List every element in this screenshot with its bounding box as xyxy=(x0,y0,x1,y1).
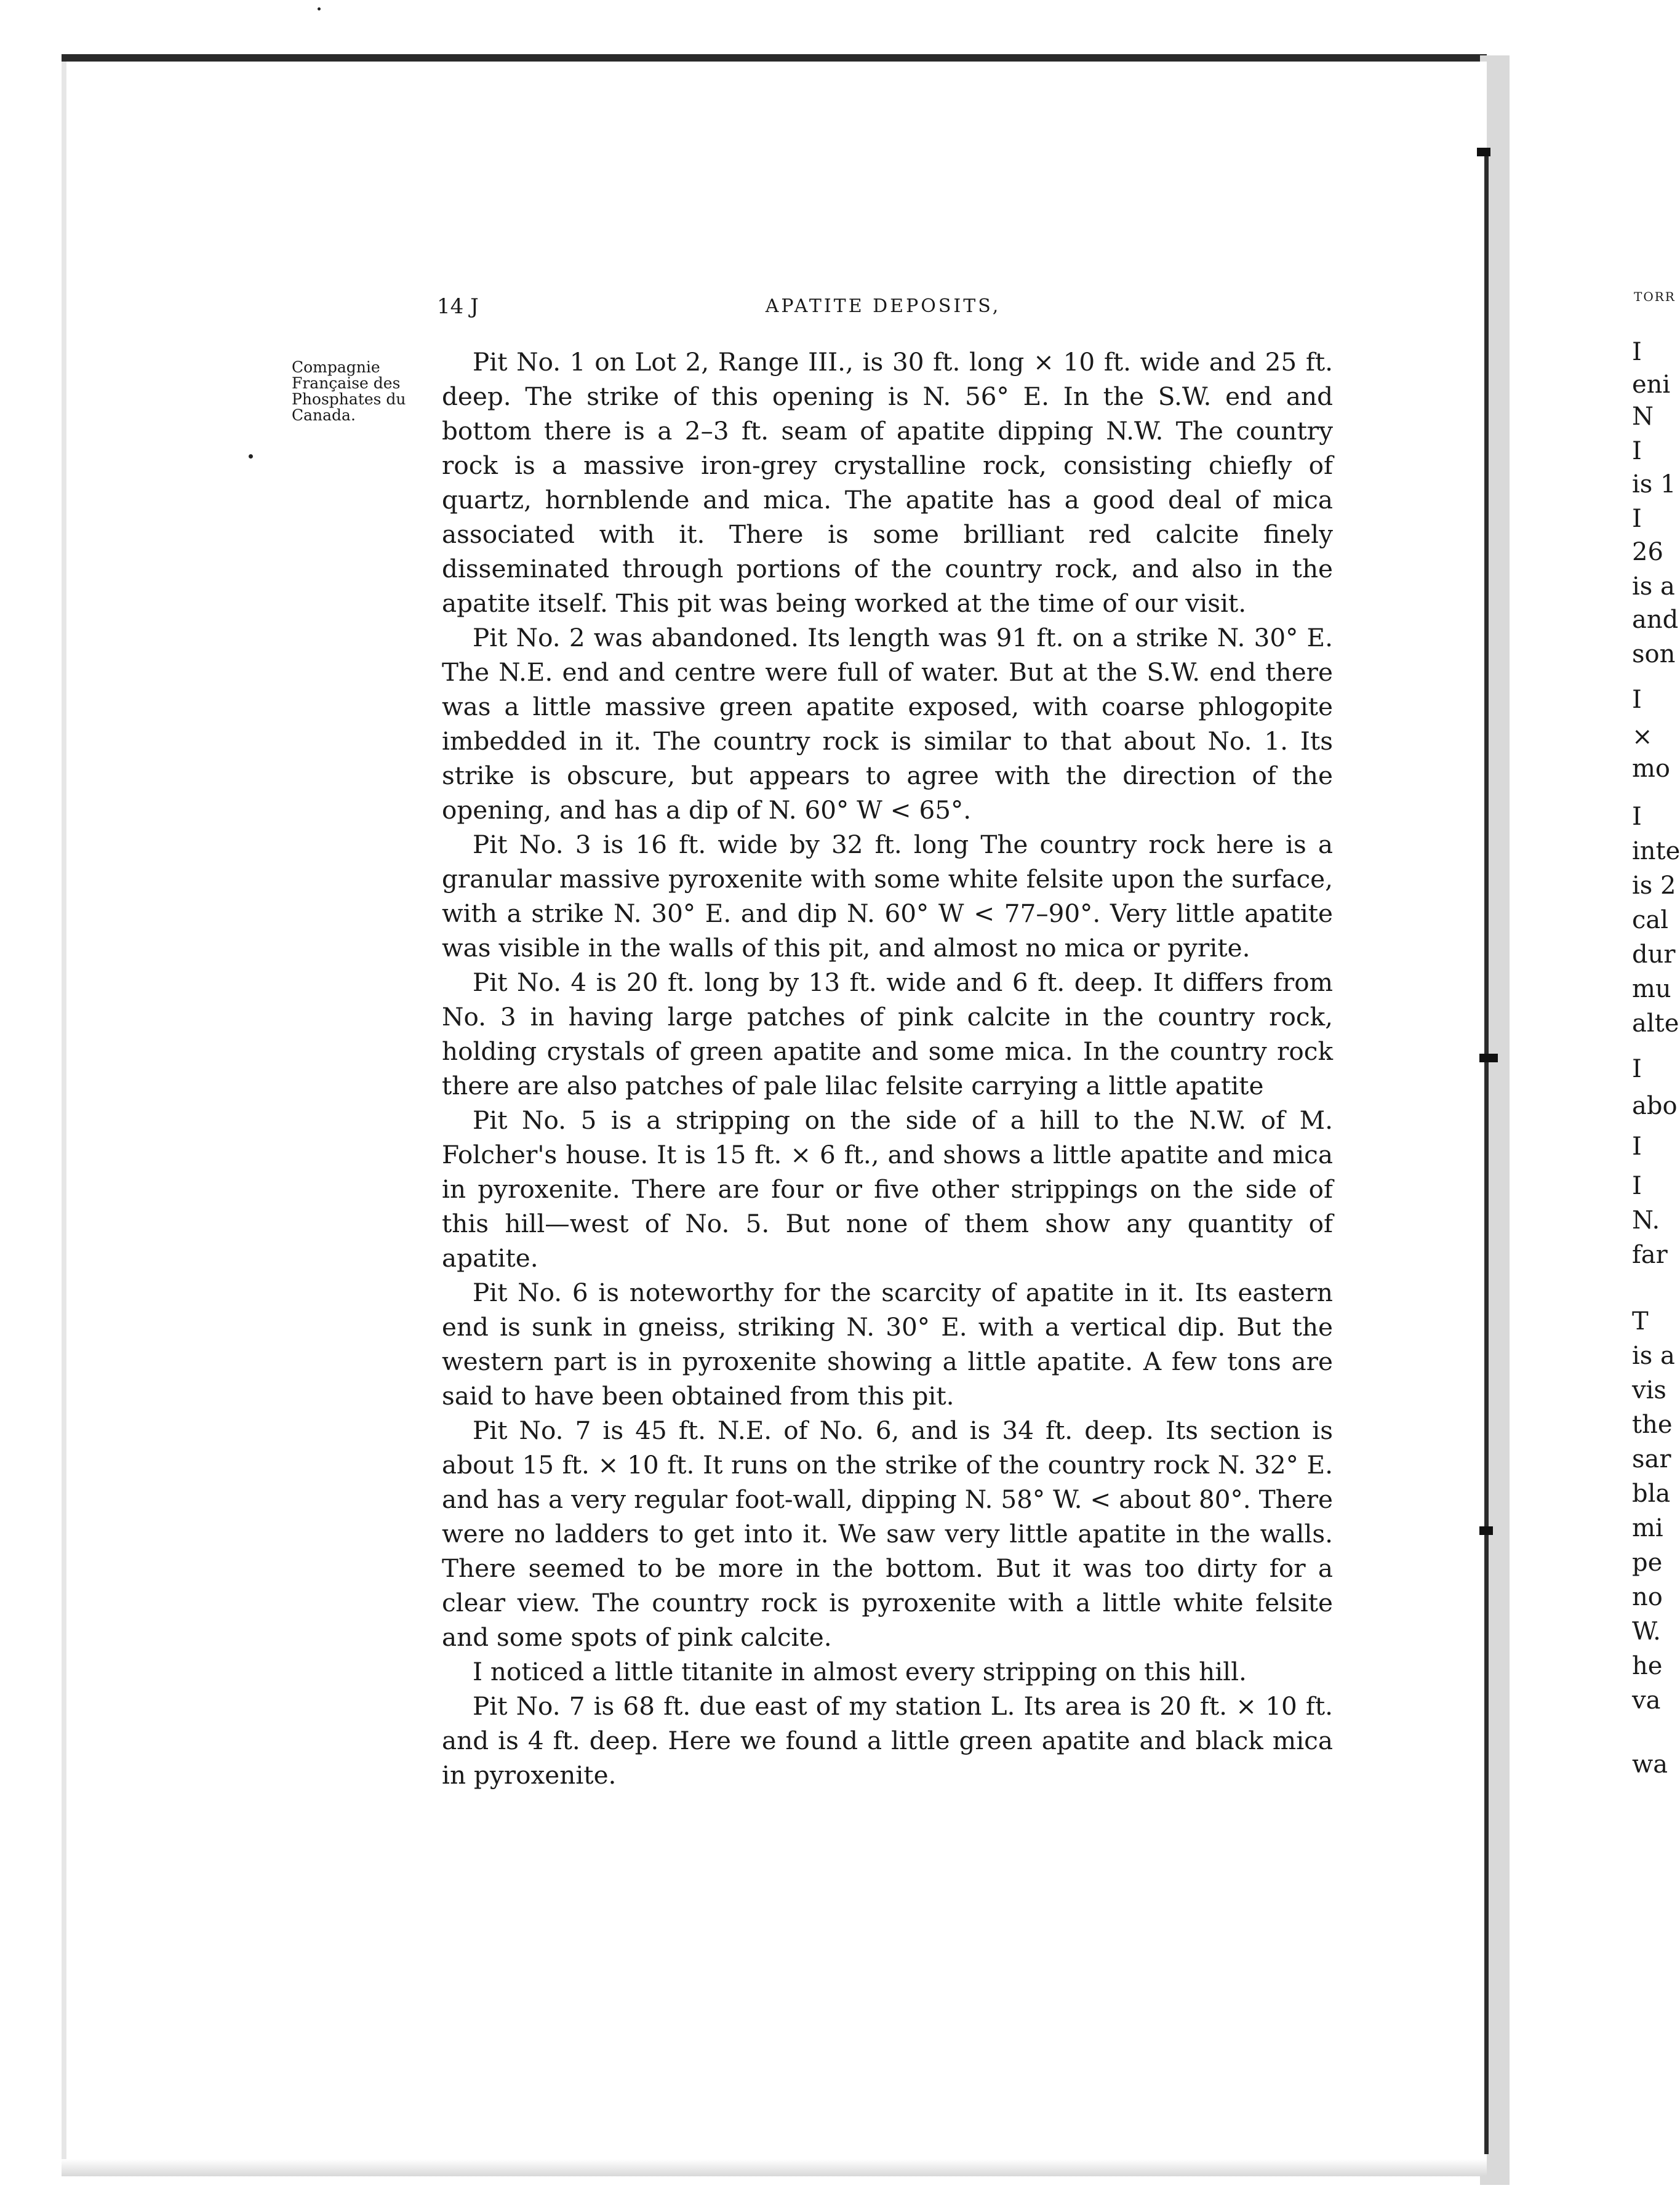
facing-page-fragment: I xyxy=(1632,437,1642,465)
facing-page-fragment: sar xyxy=(1632,1445,1671,1473)
facing-page-fragment: cal xyxy=(1632,906,1669,934)
facing-page-fragment: mo xyxy=(1632,755,1671,783)
facing-page-fragment: I xyxy=(1632,1055,1642,1083)
facing-page-fragment: I xyxy=(1632,338,1642,366)
gutter-binding-line xyxy=(1484,154,1489,2154)
gutter-clip-mark xyxy=(1479,1526,1493,1535)
facing-page-fragment: bla xyxy=(1632,1480,1671,1508)
facing-page-fragment: is 2 xyxy=(1632,872,1676,900)
gutter-clip-mark xyxy=(1479,1054,1498,1062)
margin-note xyxy=(292,359,415,423)
margin-note-line: Compagnie xyxy=(292,358,380,376)
paragraph-pit-3: Pit No. 3 is 16 ft. wide by 32 ft. long The country rock here is a granular massive pyroxenite with some white felsite upon the surface, with a strike N. 30° E. and dip N. 60° W < 77–90°. Very little apatite was visible in the walls of this pit, and almost no mica or pyrite. xyxy=(442,830,1333,963)
facing-page-fragment: W. xyxy=(1632,1617,1661,1646)
facing-page-fragment: is a xyxy=(1632,572,1675,601)
facing-page-fragment: 26 xyxy=(1632,538,1663,566)
page-bottom-shadow xyxy=(62,2159,1487,2176)
facing-page-fragment: no xyxy=(1632,1583,1663,1611)
paragraph-pit-5: Pit No. 5 is a stripping on the side of a hill to the N.W. of M. Folcher's house. It is 15 ft. × 6 ft., and shows a little apatite and mica in pyroxenite. There are four or five other strippings on the side of this hill—west of No. 5. But none of them show any quantity of apatite. xyxy=(442,1105,1333,1273)
gutter-clip-mark xyxy=(1477,148,1490,156)
paragraph-pit-6: Pit No. 6 is noteworthy for the scarcity of apatite in it. Its eastern end is sunk in gneiss, striking N. 30° E. with a vertical dip. But the western part is in pyroxenite showing a little apatite. A few tons are said to have been obtained from this pit. xyxy=(442,1278,1333,1411)
facing-page-fragment: son xyxy=(1632,640,1676,668)
facing-page-fragment: va xyxy=(1632,1686,1661,1715)
facing-page-fragment: I xyxy=(1632,686,1642,714)
facing-page-fragment: vis xyxy=(1632,1376,1666,1405)
body-text xyxy=(442,345,1333,1792)
facing-page-fragment: eni xyxy=(1632,371,1671,399)
facing-page-fragment: is 1 xyxy=(1632,470,1676,499)
margin-note-line: Canada. xyxy=(292,406,356,424)
paragraph-pit-1: Pit No. 1 on Lot 2, Range III., is 30 ft. long × 10 ft. wide and 25 ft. deep. The strike of this opening is N. 56° E. In the S.W. end and bottom there is a 2–3 ft. seam of apatite dipping N.W. The country rock is a massive iron-grey crystalline rock, consisting chiefly of quartz, hornblende and mica. The apatite has a good deal of mica associated with it. There is some brilliant red calcite finely disseminated through portions of the country rock, and also in the apatite itself. This pit was being worked at the time of our visit. xyxy=(442,347,1333,618)
facing-page-fragment: × xyxy=(1632,723,1653,751)
facing-page-fragment: and xyxy=(1632,606,1679,634)
facing-page-fragment: mi xyxy=(1632,1514,1663,1542)
scan-speck xyxy=(318,7,321,10)
paragraph-pit-7: Pit No. 7 is 45 ft. N.E. of No. 6, and is 34 ft. deep. Its section is about 15 ft. × 10 ft. It runs on the strike of the country rock N. 32° E. and has a very regular foot-wall, dipping N. 58° W. < about 80°. There were no ladders to get into it. We saw very little apatite in the walls. There seemed to be more in the bottom. But it was too dirty for a clear view. The country rock is pyroxenite with a little white felsite and some spots of pink calcite. xyxy=(442,1416,1333,1652)
facing-page-fragment: I xyxy=(1632,1172,1642,1200)
paragraph-pit-2: Pit No. 2 was abandoned. Its length was 91 ft. on a strike N. 30° E. The N.E. end and centre were full of water. But at the S.W. end there was a little massive green apatite exposed, with coarse phlogopite imbedded in it. The country rock is similar to that about No. 1. Its strike is obscure, but appears to agree with the direction of the opening, and has a dip of N. 60° W < 65°. xyxy=(442,623,1333,825)
facing-page-fragment: the xyxy=(1632,1411,1673,1439)
facing-page-fragment: dur xyxy=(1632,940,1676,969)
facing-page-fragment: I xyxy=(1632,1132,1642,1161)
facing-page-fragment: far xyxy=(1632,1241,1668,1269)
margin-note-line: Phosphates du xyxy=(292,390,406,408)
facing-page-fragment: N. xyxy=(1632,1206,1660,1235)
margin-note-line: Française des xyxy=(292,374,401,392)
facing-page-fragment: is a xyxy=(1632,1342,1675,1370)
facing-page-fragment: T xyxy=(1632,1307,1649,1336)
facing-page-fragment: he xyxy=(1632,1652,1663,1680)
facing-page-header: TORR xyxy=(1634,289,1676,304)
facing-page-fragment: inte xyxy=(1632,837,1680,865)
page-edge-shadow xyxy=(62,62,66,2176)
paragraph-pit-4: Pit No. 4 is 20 ft. long by 13 ft. wide and 6 ft. deep. It differs from No. 3 in having large patches of pink calcite in the country rock, holding crystals of green apatite and some mica. In the country rock there are also patches of pale lilac felsite carrying a little apatite xyxy=(442,968,1333,1100)
facing-page-fragment: I xyxy=(1632,803,1642,831)
facing-page-fragment: mu xyxy=(1632,975,1671,1003)
facing-page-fragment: abo xyxy=(1632,1092,1678,1120)
scan-speck xyxy=(249,454,253,459)
facing-page-fragment: I xyxy=(1632,505,1642,533)
facing-page-fragment: wa xyxy=(1632,1750,1668,1779)
facing-page-fragment: N xyxy=(1632,403,1654,431)
running-title: APATITE DEPOSITS, xyxy=(765,295,1001,317)
page-number: 14 J xyxy=(437,294,479,319)
facing-page-fragment: alte xyxy=(1632,1009,1679,1038)
paragraph-titanite: I noticed a little titanite in almost every stripping on this hill. xyxy=(473,1657,1247,1686)
facing-page-fragment: pe xyxy=(1632,1549,1663,1577)
paragraph-pit-7b: Pit No. 7 is 68 ft. due east of my station L. Its area is 20 ft. × 10 ft. and is 4 ft. deep. Here we found a little green apatite and black mica in pyroxenite. xyxy=(442,1691,1333,1790)
